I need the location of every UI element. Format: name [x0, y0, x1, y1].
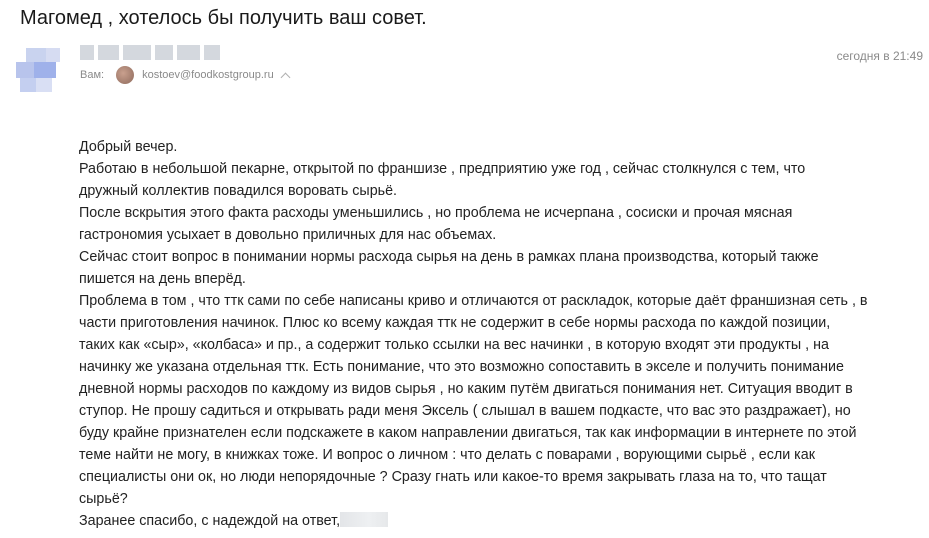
body-line: специалисты они ок, но люди непорядочные ? Сразу гнать или какое-то время закрывать глаза на то, что тащат: [79, 469, 827, 485]
closing-text: Заранее спасибо, с надеждой на ответ,: [79, 513, 341, 529]
sender-avatar[interactable]: [16, 48, 64, 96]
body-line: дружный коллектив повадился воровать сырьё.: [79, 183, 398, 199]
body-line: Добрый вечер.: [79, 139, 178, 155]
signature-blur: [340, 512, 388, 527]
email-subject: Магомед , хотелось бы получить ваш совет.: [20, 7, 427, 29]
chevron-up-icon[interactable]: [280, 73, 290, 83]
body-line: После вскрытия этого факта расходы уменьшились , но проблема не исчерпана , сосиски и прочая мясная: [79, 205, 793, 221]
body-line: Проблема в том , что ттк сами по себе написаны криво и отличаются от раскладок, которые даёт франшизная сеть , в: [79, 293, 868, 309]
body-line: Сейчас стоит вопрос в понимании нормы расхода сырья на день в рамках плана производства, который также: [79, 249, 819, 265]
body-line: начинку же указана отдельная ттк. Есть понимание, что это возможно сопоставить в экселе и получить понимание: [79, 359, 844, 375]
body-line: части приготовления начинок. Плюс ко всему каждая ттк не содержит в себе нормы расхода по каждой позиции,: [79, 315, 831, 331]
body-line: теме найти не могу, в книжках тоже. И вопрос о личном : что делать с поварами , ворующими сырьё , если как: [79, 447, 815, 463]
body-line: гастрономия усыхает в довольно приличных для нас объемах.: [79, 227, 497, 243]
to-label: Вам:: [80, 69, 105, 81]
email-date: сегодня в 21:49: [836, 49, 923, 63]
recipient-row: [80, 65, 289, 85]
email-header: [0, 40, 929, 100]
body-line: буду крайне признателен если подскажете в каком направлении двигаться, так как информации в интернете по этой: [79, 425, 857, 441]
body-line: дневной нормы расходов по каждому из видов сырья , но каким путём двигаться понимания нет. Ситуация вводит в: [79, 381, 853, 397]
body-line: пишется на день вперёд.: [79, 271, 246, 287]
body-line: сырьё?: [79, 491, 128, 507]
body-line: таких как «сыр», «колбаса» и пр., а содержит только ссылки на вес начинки , в которую входят эти продукты , на: [79, 337, 829, 353]
closing-line: [79, 510, 924, 532]
recipient-email[interactable]: kostoev@foodkostgroup.ru: [142, 69, 274, 81]
email-body: [79, 136, 924, 532]
body-line: ступор. Не прошу садиться и открывать ради меня Эксель ( слышал в вашем подкасте, что вас это раздражает), но: [79, 403, 851, 419]
sender-name[interactable]: [80, 45, 220, 60]
recipient-avatar: [116, 66, 134, 84]
body-line: Работаю в небольшой пекарне, открытой по франшизе , предприятию уже год , сейчас столкнулся с тем, что: [79, 161, 806, 177]
